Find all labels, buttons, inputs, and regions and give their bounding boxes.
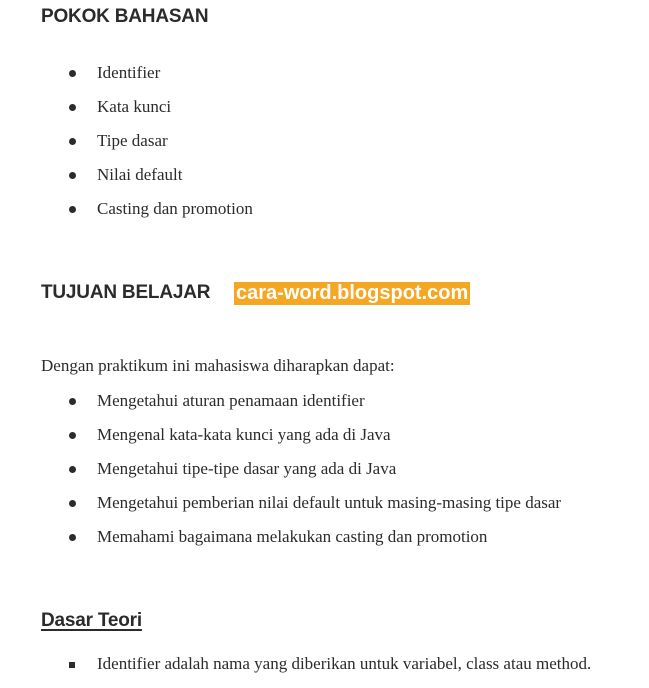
heading-pokok-bahasan: POKOK BAHASAN [41,6,209,27]
bullet-icon [69,206,76,213]
bullet-icon [69,398,76,405]
bullet-icon [69,500,76,507]
bullet-icon [69,104,76,111]
bullet-icon [69,432,76,439]
document-page: POKOK BAHASAN Identifier Kata kunci Tipe dasar Nilai default Casting dan promotion TUJUAN BELAJAR cara-word.blogspot.com Dengan praktikum ini mahasiswa diharapkan dapat: Mengetahui aturan penamaan identifier Mengenal kata-kata kunci yang ada di Java Mengetahui tipe-tipe dasar yang ada di Java Mengetahui pemberian nilai default untuk masing-masing tipe dasar Memahami bagaimana melakukan casting dan promotion Dasar Teori Identifier adalah nama yang diberikan untuk variabel, class atau method. [41,6,592,673]
bullet-icon [69,138,76,145]
bullet-icon [69,172,76,179]
heading-dasar-teori: Dasar Teori [41,610,142,631]
heading-tujuan-belajar: TUJUAN BELAJAR [41,282,211,303]
bullet-icon [69,534,76,541]
bullet-icon [69,70,76,77]
intro-text: Dengan praktikum ini mahasiswa diharapkan dapat: [41,356,395,375]
watermark-banner: cara-word.blogspot.com [236,282,469,304]
bullet-icon [69,466,76,473]
square-bullet-icon [69,662,75,668]
